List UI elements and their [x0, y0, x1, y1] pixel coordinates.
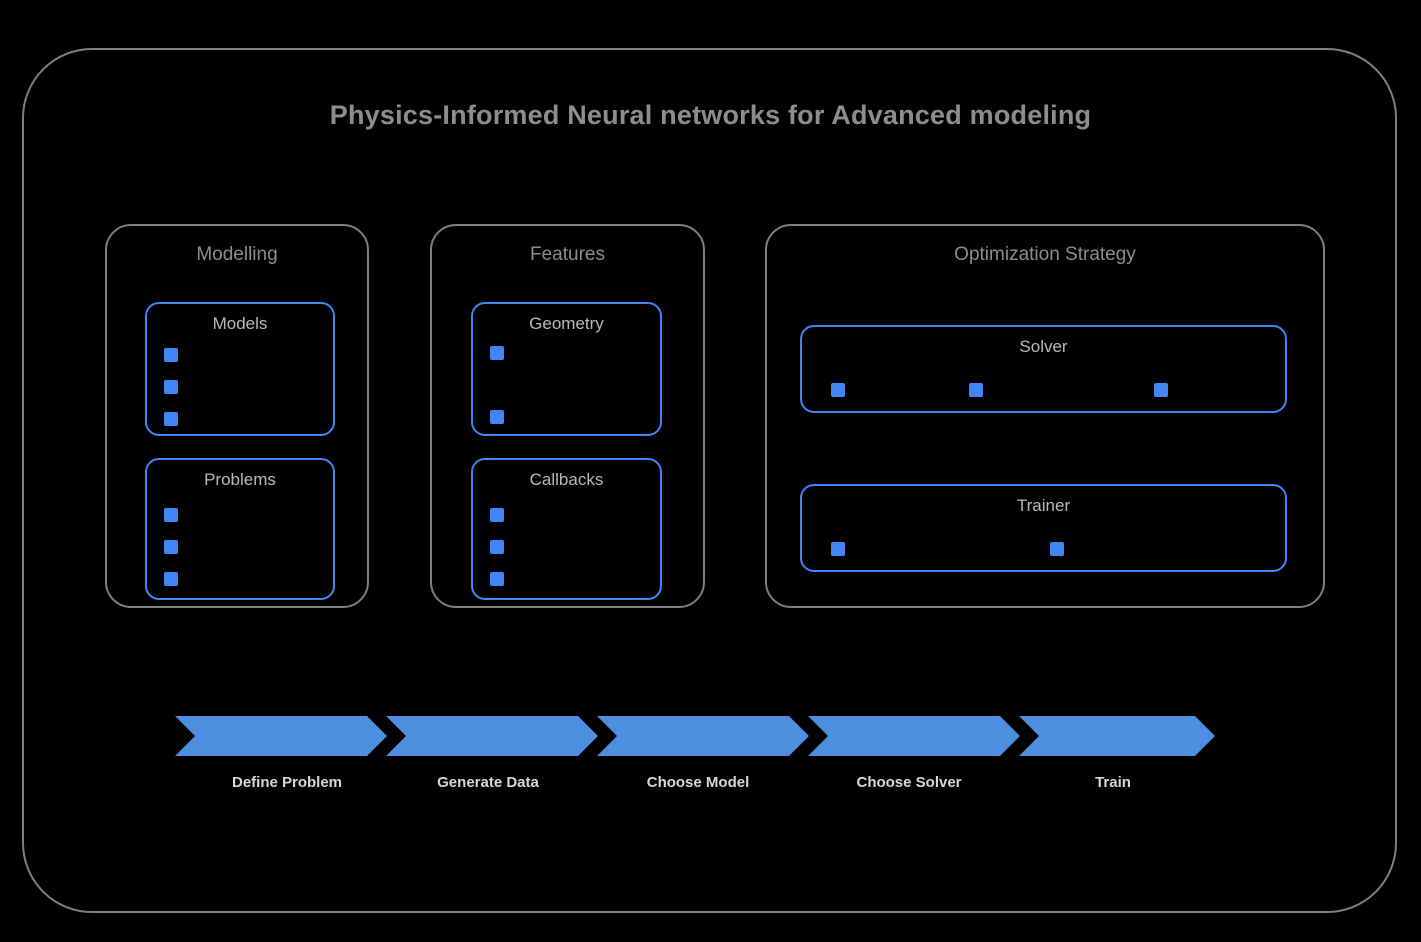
bullet-square — [490, 540, 504, 554]
box-solver — [800, 325, 1287, 413]
pipeline — [175, 716, 1215, 791]
bullet-square — [164, 540, 178, 554]
bullet-square — [164, 508, 178, 522]
bullet-square — [831, 542, 845, 556]
box-models — [145, 302, 335, 436]
group-modelling-label: Modelling — [196, 244, 278, 265]
group-optimization-strategy-label: Optimization Strategy — [954, 244, 1136, 265]
bullet-square — [164, 380, 178, 394]
box-problems — [145, 458, 335, 600]
box-callbacks-label: Callbacks — [529, 470, 604, 489]
box-problems-label: Problems — [204, 470, 276, 489]
box-models-label: Models — [212, 314, 268, 333]
bullet-square — [490, 346, 504, 360]
pipeline-step-label: Choose Solver — [856, 774, 962, 791]
group-features-label: Features — [530, 244, 605, 265]
pipeline-step-label: Choose Model — [646, 774, 750, 791]
bullet-square — [164, 348, 178, 362]
bullet-square — [831, 383, 845, 397]
bullet-square — [490, 572, 504, 586]
page-title: Physics-Informed Neural networks for Advanced modeling — [329, 100, 1092, 130]
pipeline-step-arrow — [808, 716, 1020, 756]
pipeline-step-arrow — [175, 716, 387, 756]
bullet-square — [1154, 383, 1168, 397]
bullet-square — [164, 412, 178, 426]
box-solver-label: Solver — [1019, 337, 1068, 356]
pipeline-step-label: Define Problem — [231, 774, 343, 791]
pipeline-step-arrow — [386, 716, 598, 756]
box-trainer-label: Trainer — [1016, 496, 1071, 515]
pipeline-step-arrow — [597, 716, 809, 756]
box-geometry — [471, 302, 662, 436]
bullet-square — [969, 383, 983, 397]
bullet-square — [490, 508, 504, 522]
pipeline-step-label: Generate Data — [437, 774, 539, 791]
pipeline-step-arrow — [1019, 716, 1215, 756]
box-trainer — [800, 484, 1287, 572]
bullet-square — [164, 572, 178, 586]
box-callbacks — [471, 458, 662, 600]
bullet-square — [1050, 542, 1064, 556]
bullet-square — [490, 410, 504, 424]
pipeline-step-label: Train — [1095, 774, 1131, 791]
box-geometry-label: Geometry — [529, 314, 604, 333]
